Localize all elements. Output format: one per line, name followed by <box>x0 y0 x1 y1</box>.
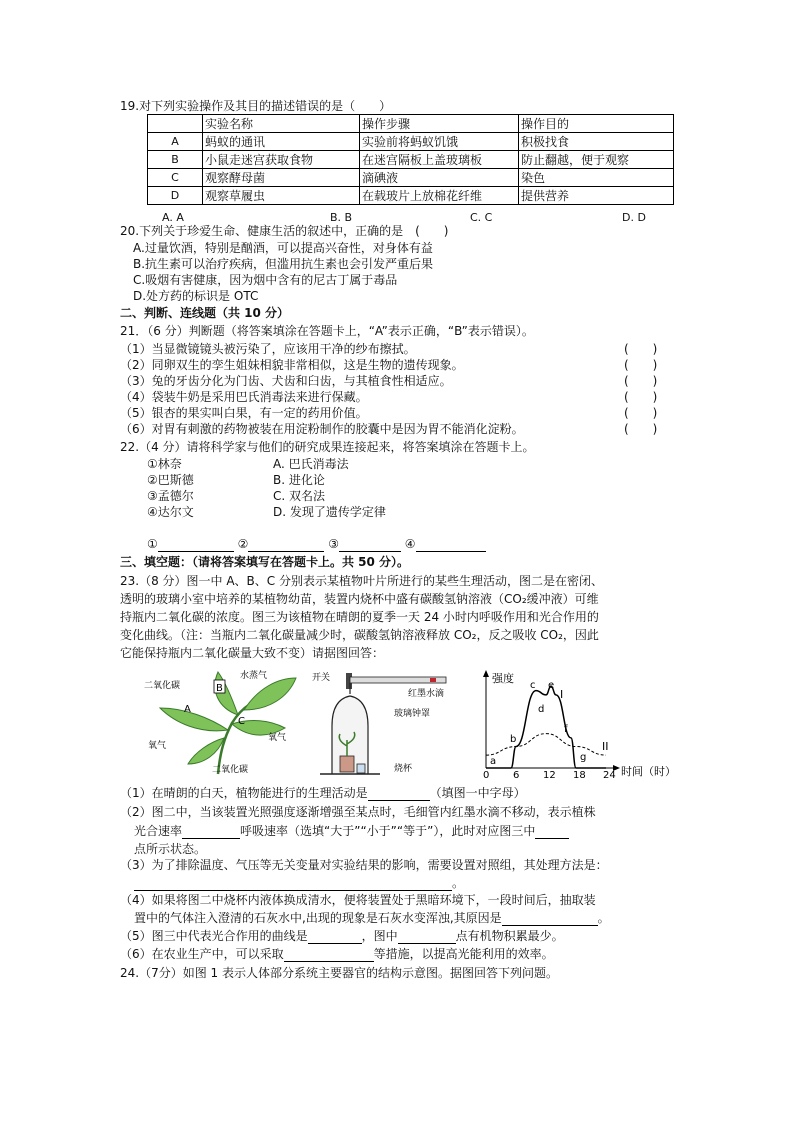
answer-blank[interactable] <box>339 538 401 552</box>
q19-option-a: A. A <box>162 211 184 224</box>
q22-result: B. 进化论 <box>273 473 325 487</box>
table-cell: 实验前将蚂蚁饥饿 <box>360 133 519 151</box>
q20-option-b: B.抗生素可以治疗疾病，但滥用抗生素也会引发严重后果 <box>133 257 434 271</box>
q19-option-d: D. D <box>622 211 646 224</box>
table-cell: 在迷宫隔板上盖玻璃板 <box>360 151 519 169</box>
answer-paren: ( ) <box>624 342 658 356</box>
q20-stem: 20.下列关于珍爱生命、健康生活的叙述中，正确的是 ( ) <box>120 224 449 238</box>
q20-option-d: D.处方药的标识是 OTC <box>133 289 259 303</box>
fig1-label: 水蒸气 <box>240 671 268 681</box>
table-cell: A <box>148 133 203 151</box>
answer-blank[interactable] <box>134 877 452 891</box>
question-text: 光合速率 <box>134 824 183 838</box>
answer-blank[interactable] <box>368 787 430 801</box>
point-label-b: b <box>510 734 517 745</box>
x-tick-label: 18 <box>573 770 586 780</box>
x-tick-label: 6 <box>513 770 520 780</box>
answer-label: ① <box>147 537 158 551</box>
curve-II <box>486 734 606 756</box>
q19-stem: 19.对下列实验操作及其目的描述错误的是（ ） <box>120 99 392 113</box>
q23-intro-line: 持瓶内二氧化碳的浓度。图三为该植物在晴朗的夏季一天 24 小时内呼吸作用和光合作用的 <box>120 610 599 624</box>
question-text: ，图中 <box>361 929 398 943</box>
answer-label: ④ <box>404 537 416 551</box>
table-cell: D <box>148 187 203 205</box>
q21-item: （6）对胃有刺激的药物被装在用淀粉制作的胶囊中是因为胃不能消化淀粉。 <box>120 422 524 436</box>
q23-sub1 <box>120 786 526 801</box>
answer-blank[interactable] <box>182 825 240 839</box>
section3-title: 三、填空题：（请将答案填写在答题卡上。共 50 分）。 <box>120 555 410 569</box>
figure1-leaf <box>140 668 300 776</box>
fig1-label: B <box>216 683 223 694</box>
fig2-label: 玻璃钟罩 <box>394 709 431 719</box>
table-cell: 染色 <box>519 169 674 187</box>
answer-paren: ( ) <box>624 390 658 404</box>
q22-answer-row <box>147 537 486 552</box>
x-axis-label: 时间（时） <box>621 765 676 778</box>
table-row <box>148 169 674 187</box>
point-label-d: d <box>538 704 545 715</box>
q22-scientist: ②巴斯德 <box>147 473 194 487</box>
ink-drop <box>430 678 436 682</box>
q21-stem: 21．（6 分）判断题（将答案填涂在答题卡上，“A”表示正确，“B”表示错误）。 <box>120 324 534 338</box>
question-text: 。 <box>597 911 610 925</box>
q22-result: A. 巴氏消毒法 <box>273 457 349 471</box>
q23-intro-line: 变化曲线。（注：当瓶内二氧化碳量减少时，碳酸氢钠溶液释放 CO₂，反之吸收 CO₂，因此 <box>120 628 599 642</box>
table-header: 操作步骤 <box>360 115 519 133</box>
q22-scientist: ④达尔文 <box>147 505 194 519</box>
point-label-a: a <box>490 756 497 767</box>
q21-item: （2）同卵双生的孪生姐妹相貌非常相似，这是生物的遗传现象。 <box>120 358 464 372</box>
x-tick-labels <box>483 770 616 780</box>
q23-intro-line: 23.（8 分）图一中 A、B、C 分别表示某植物叶片所进行的某些生理活动，图二是在密闭、 <box>120 574 603 588</box>
q22-scientist: ③孟德尔 <box>147 489 194 503</box>
y-axis-label: 强度 <box>492 672 514 685</box>
table-cell: 观察草履虫 <box>203 187 360 205</box>
q23-sub3: （3）为了排除温度、气压等无关变量对实验结果的影响，需要设置对照组，其处理方法是： <box>120 858 608 872</box>
answer-blank[interactable] <box>502 912 598 926</box>
q24-stem: 24.（7分）如图 1 表示人体部分系统主要器官的结构示意图。据图回答下列问题。 <box>120 966 558 980</box>
answer-blank[interactable] <box>535 825 569 839</box>
q21-item: （5）银杏的果实叫白果，有一定的药用价值。 <box>120 406 368 420</box>
answer-blank[interactable] <box>308 930 362 944</box>
curve-I <box>486 686 606 768</box>
table-cell: 小鼠走迷宫获取食物 <box>203 151 360 169</box>
table-row <box>148 133 674 151</box>
answer-paren: ( ) <box>624 422 658 436</box>
q23-intro-line: 它能保持瓶内二氧化碳量大致不变）请据图回答： <box>120 646 385 660</box>
answer-paren: ( ) <box>624 406 658 420</box>
q20-option-c: C.吸烟有害健康，因为烟中含有的尼古丁属于毒品 <box>133 273 398 287</box>
curve-label-I: I <box>560 688 564 701</box>
fig2-label: 红墨水滴 <box>408 689 445 699</box>
answer-blank[interactable] <box>248 538 324 552</box>
q23-sub2-line2 <box>134 824 569 839</box>
curve-label-II: II <box>602 740 609 753</box>
question-text: 呼吸速率（选填“大于”“小于”“等于”），此时对应图三中 <box>240 824 536 838</box>
question-text: 点有机物积累最少。 <box>455 929 564 943</box>
leaf-left <box>160 708 228 731</box>
fig1-label: A <box>184 704 191 715</box>
figure3-chart <box>478 668 688 780</box>
fig1-label: C <box>238 716 245 727</box>
q22-result: C. 双名法 <box>273 489 326 503</box>
table-cell: 蚂蚁的通讯 <box>203 133 360 151</box>
q23-sub2-line3: 点所示状态。 <box>134 842 207 856</box>
q23-sub4-line2 <box>134 911 610 926</box>
q19-option-b: B. B <box>330 211 353 224</box>
fig1-label: 二氧化碳 <box>212 765 249 775</box>
fig1-label: 二氧化碳 <box>144 681 181 691</box>
table-cell: 防止翻越，便于观察 <box>519 151 674 169</box>
point-label-c: c <box>530 680 536 691</box>
q23-sub5 <box>120 929 564 944</box>
table-cell: 滴碘液 <box>360 169 519 187</box>
q20-option-a: A.过量饮酒，特别是酗酒，可以提高兴奋性，对身体有益 <box>133 241 433 255</box>
table-cell: 观察酵母菌 <box>203 169 360 187</box>
section2-title: 二、判断、连线题（共 10 分） <box>120 306 290 320</box>
q19-option-c: C. C <box>470 211 493 224</box>
q22-stem: 22.（4 分）请将科学家与他们的研究成果连接起来，将答案填涂在答题卡上。 <box>120 440 535 454</box>
q22-result: D. 发现了遗传学定律 <box>273 505 386 519</box>
q23-sub3-answer <box>134 876 464 891</box>
q19-table <box>147 114 674 205</box>
q22-scientist: ①林奈 <box>147 457 182 471</box>
table-header-row <box>148 115 674 133</box>
question-text: （6）在农业生产中，可以采取 <box>120 947 284 961</box>
point-label-e: e <box>548 680 555 691</box>
answer-blank[interactable] <box>284 948 374 962</box>
table-cell: C <box>148 169 203 187</box>
answer-label: ③ <box>328 537 339 551</box>
flower-pot <box>340 756 354 772</box>
question-text: 等措施，以提高光能利用的效率。 <box>373 947 554 961</box>
x-tick-label: 0 <box>483 770 490 780</box>
q23-intro-line: 透明的玻璃小室中培养的某植物幼苗，装置内烧杯中盛有碳酸氢钠溶液（CO₂缓冲液）可维 <box>120 592 599 606</box>
question-text: （5）图三中代表光合作用的曲线是 <box>120 929 308 943</box>
answer-blank[interactable] <box>158 538 234 552</box>
q23-sub2-line1: （2）图二中，当该装置光照强度逐渐增强至某点时，毛细管内红墨水滴不移动，表示植株 <box>120 805 596 819</box>
point-label-g: g <box>580 752 587 763</box>
leaf-right-top <box>244 678 296 710</box>
table-row <box>148 187 674 205</box>
fig2-label: 烧杯 <box>394 764 413 774</box>
table-row <box>148 151 674 169</box>
question-text: （填图一中字母） <box>429 786 526 800</box>
answer-paren: ( ) <box>624 374 658 388</box>
beaker <box>357 764 365 773</box>
point-label-f: f <box>564 724 568 735</box>
table-cell: 在载玻片上放棉花纤维 <box>360 187 519 205</box>
table-header: 操作目的 <box>519 115 674 133</box>
y-axis-arrow <box>483 670 489 677</box>
question-text: 。 <box>452 876 465 890</box>
answer-blank[interactable] <box>398 930 456 944</box>
q21-item: （3）兔的牙齿分化为门齿、犬齿和臼齿，与其植食性相适应。 <box>120 374 452 388</box>
figure2-apparatus <box>310 668 470 776</box>
table-cell: 积极找食 <box>519 133 674 151</box>
answer-paren: ( ) <box>624 358 658 372</box>
table-cell: 提供营养 <box>519 187 674 205</box>
q23-sub6 <box>120 947 554 962</box>
q21-item: （1）当显微镜镜头被污染了，应该用干净的纱布擦拭。 <box>120 342 416 356</box>
answer-label: ② <box>237 537 249 551</box>
question-text: 置中的气体注入澄清的石灰水中,出现的现象是石灰水变浑浊,其原因是 <box>134 911 502 925</box>
table-header: 实验名称 <box>203 115 360 133</box>
table-cell: B <box>148 151 203 169</box>
fig1-label: 氧气 <box>268 733 287 743</box>
answer-blank[interactable] <box>416 538 486 552</box>
fig2-label: 开关 <box>312 673 331 683</box>
q21-item: （4）袋装牛奶是采用巴氏消毒法来进行保藏。 <box>120 390 368 404</box>
question-text: （1）在晴朗的白天，植物能进行的生理活动是 <box>120 786 368 800</box>
x-tick-label: 24 <box>603 770 616 780</box>
table-cell <box>148 115 203 133</box>
q23-sub4-line1: （4）如果将图二中烧杯内液体换成清水，便将装置处于黑暗环境下，一段时间后，抽取装 <box>120 893 596 907</box>
fig1-label: 氧气 <box>148 741 167 751</box>
x-tick-label: 12 <box>543 770 556 780</box>
